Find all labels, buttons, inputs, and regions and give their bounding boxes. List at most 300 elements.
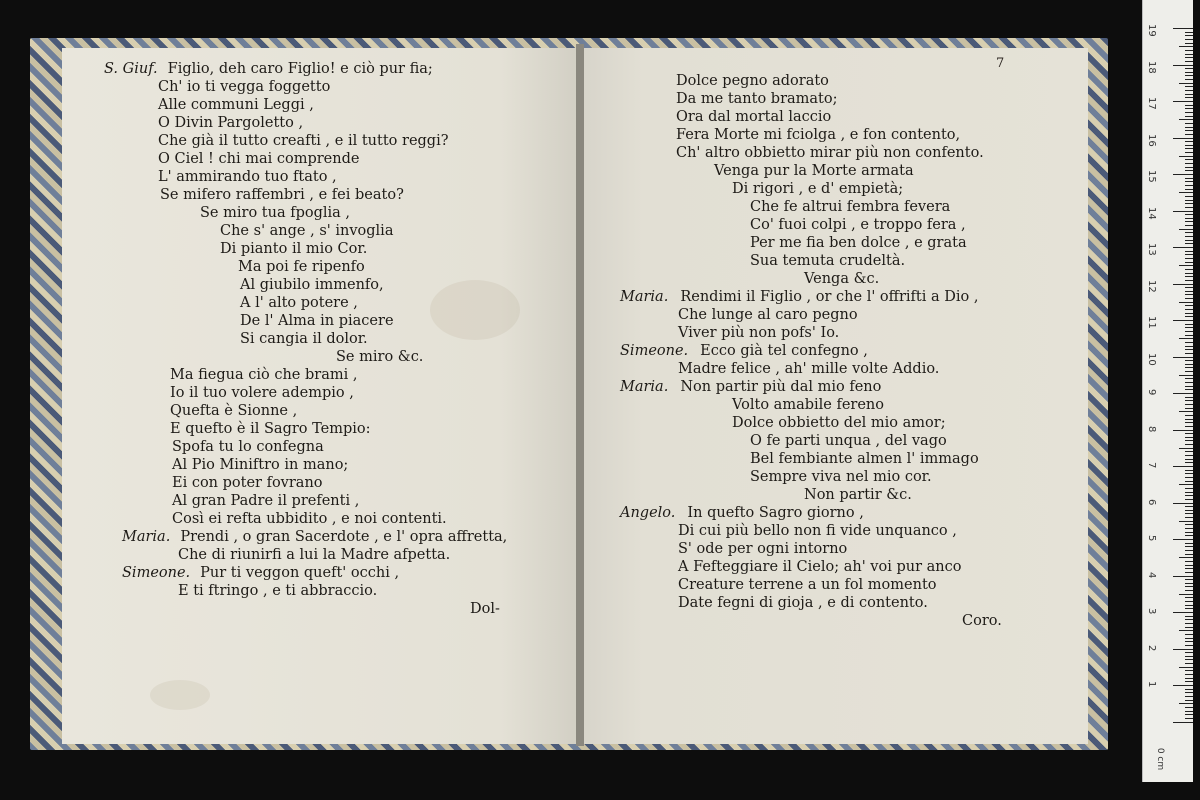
ruler-tick <box>1185 711 1193 712</box>
text-line <box>158 150 359 168</box>
ruler-tick <box>1185 170 1193 171</box>
verse-text: Date fegni di gioja , e di contento. <box>678 595 928 611</box>
ruler-tick <box>1185 221 1193 222</box>
ruler-tick <box>1179 521 1193 522</box>
ruler-tick <box>1185 568 1193 569</box>
verse-text: Madre felice , ah' mille volte Addio. <box>678 361 940 377</box>
ruler-tick <box>1179 83 1193 84</box>
verse-text: Che fe altrui fembra fevera <box>750 199 951 215</box>
speaker-name: Simeone. <box>620 343 689 359</box>
ruler-tick <box>1185 696 1193 697</box>
text-line <box>676 144 984 162</box>
verse-text: Quefta è Sionne , <box>170 403 298 419</box>
ruler-tick <box>1185 68 1193 69</box>
ruler-tick <box>1185 167 1193 168</box>
verse-text: Non partir più dal mio feno <box>680 379 882 395</box>
verse-text: Ma poi fe ripenfo <box>238 259 365 275</box>
verse-text: Ora dal mortal laccio <box>676 109 832 125</box>
text-line <box>678 540 847 558</box>
text-line <box>172 474 323 492</box>
verse-text: Si cangia il dolor. <box>240 331 368 347</box>
verse-text: Al Pio Miniftro in mano; <box>172 457 349 473</box>
verse-text: Al gran Padre il prefenti , <box>172 493 360 509</box>
ruler-tick <box>1185 535 1193 536</box>
verse-text: L' ammirando tuo ftato , <box>158 169 337 185</box>
verse-text: E quefto è il Sagro Tempio: <box>170 421 371 437</box>
ruler-tick <box>1185 214 1193 215</box>
text-line <box>240 330 368 348</box>
text-line <box>750 216 966 234</box>
ruler-tick <box>1185 254 1193 255</box>
ruler-tick <box>1185 455 1193 456</box>
ruler-tick <box>1185 550 1193 551</box>
verse-text: Così ei refta ubbidito , e noi contenti. <box>172 511 447 527</box>
verse-text: Dolce obbietto del mio amor; <box>732 415 946 431</box>
ruler-tick <box>1185 499 1193 500</box>
ruler-tick <box>1185 218 1193 219</box>
verse-text: Che di riunirfi a lui la Madre afpetta. <box>178 547 451 563</box>
ruler-tick <box>1185 145 1193 146</box>
text-line <box>750 450 979 468</box>
ruler-tick <box>1185 681 1193 682</box>
ruler-tick <box>1185 444 1193 445</box>
ruler-tick <box>1185 586 1193 587</box>
ruler-tick <box>1173 576 1193 577</box>
ruler-tick <box>1185 367 1193 368</box>
ruler-tick <box>1185 506 1193 507</box>
verse-text: Se mifero raffembri , e fei beato? <box>160 187 404 203</box>
text-line <box>732 414 946 432</box>
ruler-tick <box>1185 707 1193 708</box>
ruler-tick <box>1185 258 1193 259</box>
ruler-tick <box>1185 240 1193 241</box>
text-line <box>620 288 978 306</box>
text-line <box>750 234 967 252</box>
ruler-tick <box>1185 316 1193 317</box>
ruler-tick <box>1179 411 1193 412</box>
text-line <box>678 594 928 612</box>
text-line <box>160 186 404 204</box>
ruler-tick <box>1185 419 1193 420</box>
verse-text: Ecco già tel confegno , <box>700 343 868 359</box>
ruler-tick <box>1185 397 1193 398</box>
ruler-tick <box>1185 189 1193 190</box>
ruler-tick <box>1185 269 1193 270</box>
verse-text: Volto amabile fereno <box>732 397 884 413</box>
verse-text: Ei con poter fovrano <box>172 475 323 491</box>
page-number: 7 <box>996 56 1005 71</box>
ruler-tick <box>1185 470 1193 471</box>
ruler-tick <box>1185 714 1193 715</box>
ruler-tick <box>1185 652 1193 653</box>
ruler-tick <box>1185 692 1193 693</box>
verse-text: S' ode per ogni intorno <box>678 541 848 557</box>
ruler-tick <box>1185 700 1193 701</box>
text-line <box>240 294 358 312</box>
ruler-tick <box>1185 360 1193 361</box>
ruler-tick <box>1185 291 1193 292</box>
ruler-tick <box>1185 404 1193 405</box>
ruler-tick <box>1185 273 1193 274</box>
text-line <box>678 324 839 342</box>
ruler-tick <box>1185 623 1193 624</box>
ruler-tick <box>1185 178 1193 179</box>
text-line <box>240 276 384 294</box>
ruler-tick <box>1185 123 1193 124</box>
paper-stain <box>430 280 520 340</box>
ruler-number: 13 <box>1146 243 1157 256</box>
ruler-tick <box>1185 583 1193 584</box>
text-line <box>676 108 831 126</box>
ruler-tick <box>1185 181 1193 182</box>
ruler-tick <box>1173 685 1193 686</box>
ruler-number: 9 <box>1146 389 1157 396</box>
text-line <box>122 564 399 582</box>
verse-text: Che s' ange , s' invoglia <box>220 223 394 239</box>
ruler-tick <box>1185 378 1193 379</box>
ruler-tick <box>1185 524 1193 525</box>
book-gutter <box>576 44 584 746</box>
ruler-tick <box>1185 488 1193 489</box>
text-line <box>158 168 337 186</box>
ruler-tick <box>1185 324 1193 325</box>
text-line <box>158 96 314 114</box>
text-line <box>620 378 881 396</box>
ruler-tick <box>1185 597 1193 598</box>
ruler-tick <box>1173 612 1193 613</box>
ruler-tick <box>1179 192 1193 193</box>
verse-text: Prendi , o gran Sacerdote , e l' opra affretta, <box>180 529 508 545</box>
ruler-tick <box>1179 375 1193 376</box>
ruler-tick <box>1185 386 1193 387</box>
ruler-tick <box>1185 572 1193 573</box>
ruler-tick <box>1185 473 1193 474</box>
ruler-tick <box>1185 590 1193 591</box>
ruler-tick <box>1185 236 1193 237</box>
verse-text: Che lunge al caro pegno <box>678 307 858 323</box>
text-line <box>172 492 359 510</box>
ruler-tick <box>1185 116 1193 117</box>
ruler-number: 3 <box>1146 608 1157 615</box>
ruler-tick <box>1179 557 1193 558</box>
ruler-tick <box>1185 656 1193 657</box>
text-line <box>104 60 433 78</box>
ruler-tick <box>1173 65 1193 66</box>
ruler-tick <box>1173 284 1193 285</box>
ruler-tick <box>1185 678 1193 679</box>
verse-text: Al giubilo immenfo, <box>240 277 384 293</box>
text-line <box>238 258 365 276</box>
ruler-tick <box>1185 543 1193 544</box>
ruler-tick <box>1173 503 1193 504</box>
ruler-number: 19 <box>1146 24 1157 37</box>
ruler-number: 8 <box>1146 425 1157 432</box>
ruler-tick <box>1185 243 1193 244</box>
verse-text: Se miro tua fpoglia , <box>200 205 350 221</box>
ruler-tick <box>1185 309 1193 310</box>
verse-text: O Divin Pargoletto , <box>158 115 304 131</box>
ruler-unit: 0 cm <box>1155 747 1166 771</box>
ruler-tick <box>1185 313 1193 314</box>
ruler-tick <box>1185 546 1193 547</box>
verse-text: Fera Morte mi fciolga , e fon contento, <box>676 127 961 143</box>
ruler-tick <box>1185 75 1193 76</box>
ruler-tick <box>1185 287 1193 288</box>
text-line <box>732 396 884 414</box>
text-line <box>804 486 912 504</box>
ruler-number: 16 <box>1146 133 1157 147</box>
text-line <box>732 180 903 198</box>
ruler-tick <box>1179 484 1193 485</box>
ruler-tick <box>1185 619 1193 620</box>
ruler-tick <box>1179 229 1193 230</box>
ruler-number: 1 <box>1146 681 1157 688</box>
text-line <box>804 270 879 288</box>
ruler-tick <box>1185 127 1193 128</box>
ruler-tick <box>1185 43 1193 44</box>
text-line <box>240 312 394 330</box>
ruler-number: 7 <box>1146 462 1157 469</box>
ruler-tick <box>1185 433 1193 434</box>
verse-text: Che già il tutto creafti , e il tutto reggi? <box>158 133 449 149</box>
ruler-tick <box>1185 389 1193 390</box>
ruler-tick <box>1185 86 1193 87</box>
verse-text: Ch' altro obbietto mirar più non confento. <box>676 145 984 161</box>
text-line <box>172 438 324 456</box>
ruler-tick <box>1185 459 1193 460</box>
ruler-tick <box>1185 342 1193 343</box>
verse-text: Di rigori , e d' empietà; <box>732 181 904 197</box>
verse-text: A Fefteggiare il Cielo; ah' voi pur anco <box>678 559 962 575</box>
ruler-tick <box>1173 466 1193 467</box>
ruler-tick <box>1185 422 1193 423</box>
ruler-tick <box>1185 451 1193 452</box>
ruler-tick <box>1185 346 1193 347</box>
verse-text: Coro. <box>962 613 1002 629</box>
text-line <box>620 504 864 522</box>
ruler-tick <box>1179 119 1193 120</box>
ruler-tick <box>1185 513 1193 514</box>
ruler-tick <box>1179 302 1193 303</box>
ruler-tick <box>1179 448 1193 449</box>
text-line <box>962 612 1002 630</box>
text-line <box>170 366 357 384</box>
ruler-tick <box>1185 638 1193 639</box>
ruler-tick <box>1185 528 1193 529</box>
ruler-tick <box>1185 382 1193 383</box>
speaker-name: Angelo. <box>620 505 676 521</box>
ruler-tick <box>1185 200 1193 201</box>
ruler-tick <box>1185 495 1193 496</box>
ruler-tick <box>1185 674 1193 675</box>
verse-text: Figlio, deh caro Figlio! e ciò pur fia; <box>167 61 433 77</box>
text-line <box>678 360 939 378</box>
ruler-tick <box>1185 130 1193 131</box>
paper-stain <box>150 680 210 710</box>
verse-text: Creature terrene a un fol momento <box>678 577 937 593</box>
ruler-tick <box>1185 152 1193 153</box>
text-line <box>678 522 957 540</box>
ruler-tick <box>1179 265 1193 266</box>
verse-text: Sempre viva nel mio cor. <box>750 469 932 485</box>
verse-text: A l' alto potere , <box>240 295 358 311</box>
ruler-tick <box>1185 510 1193 511</box>
ruler-tick <box>1185 492 1193 493</box>
verse-text: O fe parti unqua , del vago <box>750 433 947 449</box>
ruler-tick <box>1185 108 1193 109</box>
text-line <box>220 222 393 240</box>
ruler-tick <box>1185 327 1193 328</box>
text-line <box>678 306 858 324</box>
text-line <box>750 252 905 270</box>
verse-text: Da me tanto bramato; <box>676 91 838 107</box>
verse-text: Rendimi il Figlio , or che l' offrifti a Dio , <box>680 289 979 305</box>
text-line <box>470 600 500 618</box>
verse-text: O Ciel ! chi mai comprende <box>158 151 360 167</box>
ruler-tick <box>1185 400 1193 401</box>
ruler-tick <box>1185 645 1193 646</box>
ruler-tick <box>1173 320 1193 321</box>
ruler-tick <box>1185 97 1193 98</box>
ruler-number: 18 <box>1146 60 1157 74</box>
ruler-tick <box>1185 335 1193 336</box>
verse-text: Alle communi Leggi , <box>158 97 314 113</box>
verse-text: Bel fembiante almen l' immago <box>750 451 979 467</box>
ruler-tick <box>1185 39 1193 40</box>
ruler-tick <box>1185 298 1193 299</box>
verse-text: De l' Alma in piacere <box>240 313 394 329</box>
verse-text: In quefto Sagro giorno , <box>687 505 864 521</box>
ruler-tick <box>1185 440 1193 441</box>
ruler-tick <box>1185 207 1193 208</box>
verse-text: Viver più non pofs' Io. <box>678 325 840 341</box>
speaker-name: Maria. <box>122 529 171 545</box>
verse-text: Ma fiegua ciò che brami , <box>170 367 358 383</box>
ruler-tick <box>1185 134 1193 135</box>
ruler-number: 14 <box>1146 206 1157 220</box>
ruler-tick <box>1185 163 1193 164</box>
ruler-tick <box>1185 61 1193 62</box>
verse-text: Se miro &c. <box>336 349 424 365</box>
ruler-tick <box>1185 565 1193 566</box>
verse-text: Non partir &c. <box>804 487 912 503</box>
verse-text: Dolce pegno adorato <box>676 73 829 89</box>
text-line <box>220 240 367 258</box>
speaker-name: Maria. <box>620 379 669 395</box>
verse-text: Di pianto il mio Cor. <box>220 241 368 257</box>
ruler-tick <box>1185 517 1193 518</box>
text-line <box>172 456 348 474</box>
ruler-number: 17 <box>1146 97 1157 110</box>
ruler-tick <box>1185 462 1193 463</box>
ruler-tick <box>1179 338 1193 339</box>
ruler-tick <box>1185 579 1193 580</box>
ruler-number: 11 <box>1146 316 1157 329</box>
ruler-tick <box>1173 430 1193 431</box>
verse-text: Sua temuta crudeltà. <box>750 253 906 269</box>
ruler-tick <box>1185 141 1193 142</box>
text-line <box>750 198 950 216</box>
ruler-tick <box>1173 174 1193 175</box>
ruler-tick <box>1185 94 1193 95</box>
ruler-tick <box>1185 305 1193 306</box>
text-line <box>170 420 371 438</box>
text-line <box>122 528 507 546</box>
ruler-tick <box>1185 276 1193 277</box>
ruler-tick <box>1185 35 1193 36</box>
ruler-number: 5 <box>1146 535 1157 542</box>
ruler-tick <box>1185 225 1193 226</box>
text-line <box>158 132 449 150</box>
ruler-tick <box>1185 32 1193 33</box>
ruler-tick <box>1173 722 1193 723</box>
ruler-tick <box>1185 280 1193 281</box>
text-line <box>620 342 868 360</box>
ruler-tick <box>1185 481 1193 482</box>
ruler-tick <box>1173 539 1193 540</box>
text-line <box>678 576 937 594</box>
verse-text: Di cui più bello non fi vide unquanco , <box>678 523 957 539</box>
ruler-tick <box>1185 232 1193 233</box>
speaker-name: Maria. <box>620 289 669 305</box>
verse-text: E ti ftringo , e ti abbraccio. <box>178 583 378 599</box>
ruler-tick <box>1185 105 1193 106</box>
speaker-name: Simeone. <box>122 565 191 581</box>
ruler-tick <box>1185 203 1193 204</box>
ruler-tick <box>1185 50 1193 51</box>
ruler-tick <box>1185 554 1193 555</box>
ruler-tick <box>1185 532 1193 533</box>
ruler-tick <box>1185 437 1193 438</box>
ruler-tick <box>1185 72 1193 73</box>
ruler-tick <box>1179 703 1193 704</box>
ruler-tick <box>1185 349 1193 350</box>
ruler-tick <box>1185 54 1193 55</box>
ruler-tick <box>1179 156 1193 157</box>
text-line <box>158 114 303 132</box>
ruler-tick <box>1185 364 1193 365</box>
ruler-tick <box>1185 112 1193 113</box>
verse-text: Venga &c. <box>804 271 880 287</box>
text-line <box>178 546 450 564</box>
ruler-tick <box>1185 608 1193 609</box>
speaker-name: S. Giuf. <box>104 61 158 77</box>
ruler-tick <box>1185 641 1193 642</box>
text-line <box>336 348 423 366</box>
ruler-number: 15 <box>1146 170 1157 183</box>
verse-text: Venga pur la Morte armata <box>714 163 914 179</box>
ruler-tick <box>1185 185 1193 186</box>
verse-text: Io il tuo volere adempio , <box>170 385 354 401</box>
ruler-tick <box>1185 353 1193 354</box>
ruler-tick <box>1185 90 1193 91</box>
ruler-tick <box>1185 148 1193 149</box>
verse-text: Ch' io ti vegga foggetto <box>158 79 331 95</box>
ruler-tick <box>1173 393 1193 394</box>
ruler-tick <box>1173 247 1193 248</box>
text-line <box>200 204 350 222</box>
ruler-tick <box>1179 630 1193 631</box>
ruler-tick <box>1185 262 1193 263</box>
text-line <box>750 468 932 486</box>
ruler-tick <box>1185 718 1193 719</box>
text-line <box>170 402 297 420</box>
ruler-tick <box>1185 670 1193 671</box>
ruler-tick <box>1185 415 1193 416</box>
ruler-tick <box>1185 371 1193 372</box>
ruler-number: 12 <box>1146 279 1157 293</box>
ruler-tick <box>1185 634 1193 635</box>
